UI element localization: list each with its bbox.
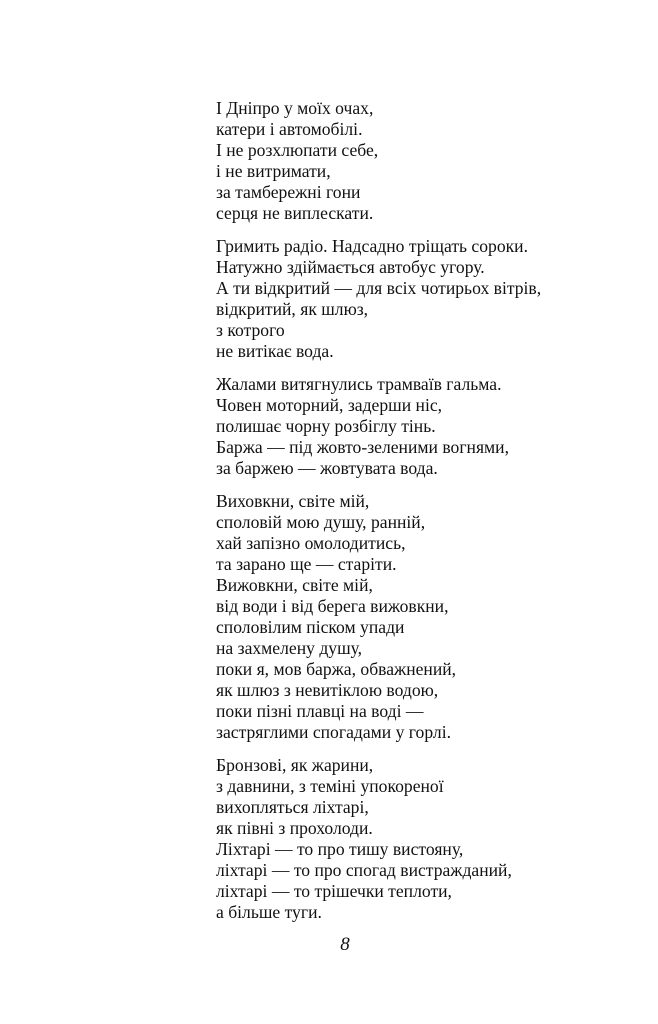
poem-line: ліхтарі — то про спогад вистражданий, bbox=[216, 860, 512, 880]
poem-line: з давнини, з темінi упокореної bbox=[216, 776, 444, 796]
poem-line: споловілим піском упади bbox=[216, 617, 405, 637]
poem-line: не витікає вода. bbox=[216, 341, 334, 361]
poem-line: І Дніпро у моїх очах, bbox=[216, 98, 374, 118]
poem-line: І не розхлюпати себе, bbox=[216, 140, 379, 160]
poem-line: хай запізно омолодитись, bbox=[216, 533, 406, 553]
poem-line: Жалами витягнулись трамваїв гальма. bbox=[216, 374, 502, 394]
poem-line: катери і автомобілі. bbox=[216, 119, 363, 139]
poem-line: поки пізні плавці на воді — bbox=[216, 701, 424, 721]
poem-line: а більше туги. bbox=[216, 902, 322, 922]
poem-line: за баржею — жовтувата вода. bbox=[216, 458, 438, 478]
poem-line: споловій мою душу, ранній, bbox=[216, 512, 426, 532]
poem-line: як шлюз з невитіклою водою, bbox=[216, 680, 439, 700]
page-number: 8 bbox=[340, 934, 350, 955]
poem-line: відкритий, як шлюз, bbox=[216, 299, 369, 319]
stanza-3 bbox=[216, 374, 646, 479]
poem-line: і не витримати, bbox=[216, 161, 331, 181]
stanza-2 bbox=[216, 236, 646, 362]
poem-text bbox=[216, 98, 646, 935]
poem-line: застряглими спогадами у горлі. bbox=[216, 722, 451, 742]
poem-line: з котрого bbox=[216, 320, 285, 340]
poem-line: вихопляться ліхтарі, bbox=[216, 797, 369, 817]
poem-line: за тамбережні гони bbox=[216, 182, 361, 202]
poem-line: Вижовкни, світе мій, bbox=[216, 575, 373, 595]
poem-line: Гримить радіо. Надсадно тріщать сороки. bbox=[216, 236, 528, 256]
poem-line: та зарано ще — старіти. bbox=[216, 554, 397, 574]
poem-line: Натужно здіймається автобус угору. bbox=[216, 257, 485, 277]
poem-line: від води і від берега вижовкни, bbox=[216, 596, 449, 616]
poem-line: поки я, мов баржа, обважнений, bbox=[216, 659, 457, 679]
poem-line: А ти відкритий — для всіх чотирьох вітрів, bbox=[216, 278, 542, 298]
poem-line: на захмелену душу, bbox=[216, 638, 363, 658]
poem-line: серця не виплескати. bbox=[216, 203, 374, 223]
poem-line: Бронзові, як жарини, bbox=[216, 755, 374, 775]
poem-line: як півні з прохолоди. bbox=[216, 818, 373, 838]
poem-line: ліхтарі — то трішечки теплоти, bbox=[216, 881, 452, 901]
stanza-5 bbox=[216, 755, 646, 923]
stanza-4 bbox=[216, 491, 646, 743]
poem-line: Баржа — під жовто-зеленими вогнями, bbox=[216, 437, 509, 457]
poem-line: Виховкни, світе мій, bbox=[216, 491, 370, 511]
stanza-1 bbox=[216, 98, 646, 224]
poem-line: полишає чорну розбіглу тінь. bbox=[216, 416, 436, 436]
poem-line: Човен моторний, задерши ніс, bbox=[216, 395, 443, 415]
poem-line: Ліхтарі — то про тишу вистояну, bbox=[216, 839, 464, 859]
